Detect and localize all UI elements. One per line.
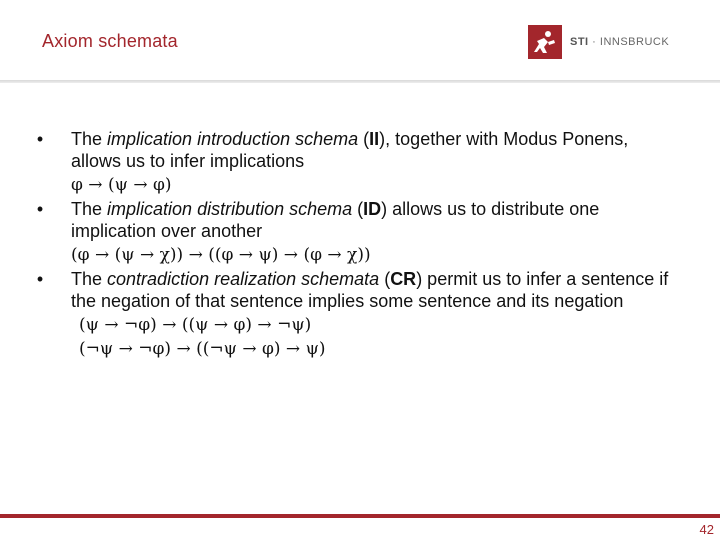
bullet-marker: • xyxy=(36,129,44,149)
logo-text-rest: · INNSBRUCK xyxy=(588,36,670,48)
formula: (φ → (ψ → χ)) → ((φ → ψ) → (φ → χ)) xyxy=(71,245,371,265)
logo-text-bold: STI xyxy=(570,36,589,48)
footer-divider xyxy=(0,514,720,518)
schema-abbreviation: ID xyxy=(363,199,382,219)
schema-abbreviation: CR xyxy=(390,269,417,289)
bullet-emphasis: implication distribution schema xyxy=(107,199,353,219)
formula: (ψ → ¬φ) → ((ψ → φ) → ¬ψ) xyxy=(79,315,312,335)
header-divider xyxy=(0,80,720,83)
formula: φ → (ψ → φ) xyxy=(71,175,172,195)
bullet-emphasis: implication introduction schema xyxy=(107,129,359,149)
bullet-text: The xyxy=(71,129,108,149)
bullet-marker: • xyxy=(36,269,44,289)
logo-text xyxy=(570,36,669,48)
bullet-implication-introduction xyxy=(30,128,670,196)
sti-innsbruck-logo xyxy=(528,24,669,60)
bullet-emphasis: contradiction realization schemata xyxy=(107,269,380,289)
bullet-text: ( xyxy=(358,129,370,149)
slide-content xyxy=(30,128,670,362)
bullet-contradiction-realization xyxy=(30,268,670,360)
bullet-marker: • xyxy=(36,199,44,219)
bullet-text: The xyxy=(71,199,108,219)
sti-logo-icon xyxy=(528,25,562,59)
bullet-text: ( xyxy=(379,269,391,289)
schema-abbreviation: II xyxy=(369,129,380,149)
page-number: 42 xyxy=(699,522,714,537)
slide-title: Axiom schemata xyxy=(42,31,178,51)
formula: (¬ψ → ¬φ) → ((¬ψ → φ) → ψ) xyxy=(79,339,326,359)
bullet-text: ) permit us to infer a sentence if the negation of that sentence implies some sentence and its negation xyxy=(71,269,669,311)
bullet-text: ), together with Modus Ponens, allows us to infer implications xyxy=(71,129,629,171)
bullet-implication-distribution xyxy=(30,198,670,266)
bullet-text: ) allows us to distribute one implication over another xyxy=(71,199,600,241)
bullet-text: ( xyxy=(352,199,364,219)
bullet-text: The xyxy=(71,269,108,289)
